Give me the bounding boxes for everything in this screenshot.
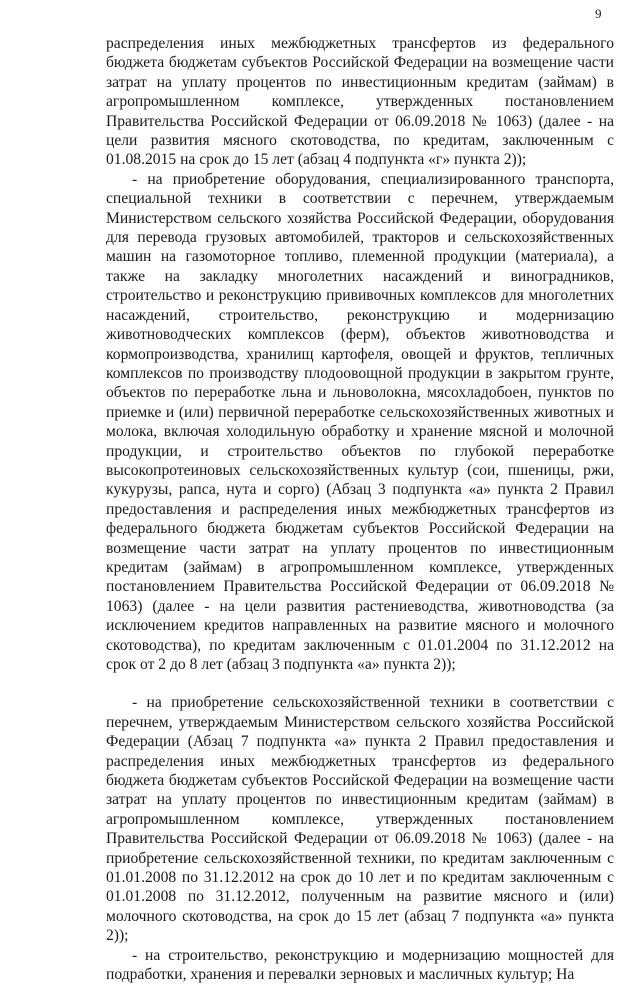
page-number: 9 [595, 6, 602, 21]
paragraph-grain-storage: - на строительство, реконструкцию и модернизацию мощностей для подработки, хранения и перевалки зерновых и масличных культур; На [106, 946, 614, 984]
paragraph-agricultural-machinery: - на приобретение сельскохозяйственной техники в соответствии с перечнем, утверждаемым Министерством сельского хозяйства Российской Федерации (Абзац 7 подпункта «а» пункта 2 Правил предоставления и распределения иных межбюджетных трансфертов из федерального бюджета бюджетам субъектов Российской Федерации на возмещение части затрат на уплату процентов по инвестиционным кредитам (займам) в агропромышленном комплексе, утвержденных постановлением Правительства Российской Федерации от 06.09.2018 № 1063) (далее - на приобретение сельскохозяйственной техники, по кредитам заключенным с 01.01.2008 по 31.12.2012 на срок до 10 лет и по кредитам заключенным с 01.01.2008 по 31.12.2012, полученным на развитие мясного и (или) молочного скотоводства, на срок до 15 лет (абзац 7 подпункта «а» пункта 2)); [106, 694, 614, 945]
paragraph-equipment-purchase: - на приобретение оборудования, специализированного транспорта, специальной техники в соответствии с перечнем, утверждаемым Министерством сельского хозяйства Российской Федерации, оборудования для перевода грузовых автомобилей, тракторов и сельскохозяйственных машин на газомоторное топливо, племенной продукции (материала), а также на закладку многолетних насаждений и виноградников, строительство и реконструкцию прививочных комплексов для многолетних насаждений, строительство, реконструкцию и модернизацию животноводческих комплексов (ферм), объектов животноводства и кормопроизводства, хранилищ картофеля, овощей и фруктов, тепличных комплексов по производству плодоовощной продукции в закрытом грунте, объектов по переработке льна и льноволокна, мясохладобоен, пунктов по приемке и (или) первичной переработке сельскохозяйственных животных и молока, включая холодильную обработку и хранение мясной и молочной продукции, и строительство объектов по глубокой переработке высокопротеиновых сельскохозяйственных культур (сои, пшеницы, ржи, кукурузы, рапса, нута и сорго) (Абзац 3 подпункта «а» пункта 2 Правил предоставления и распределения иных межбюджетных трансфертов из федерального бюджета бюджетам субъектов Российской Федерации на возмещение части затрат на уплату процентов по инвестиционным кредитам (займам) в агропромышленном комплексе, утвержденных постановлением Правительства Российской Федерации от 06.09.2018 № 1063) (далее - на цели развития растениеводства, животноводства (за исключением кредитов направленных на развитие мясного и молочного скотоводства), по кредитам заключенным с 01.01.2004 по 31.12.2012 на срок от 2 до 8 лет (абзац 3 подпункта «а» пункта 2)); [106, 170, 614, 673]
document-body [106, 34, 614, 985]
paragraph-continuation: распределения иных межбюджетных трансфертов из федерального бюджета бюджетам субъектов Российской Федерации на возмещение части затрат на уплату процентов по инвестиционным кредитам (займам) в агропромышленном комплексе, утвержденных постановлением Правительства Российской Федерации от 06.09.2018 № 1063) (далее - на цели развития мясного скотоводства, по кредитам, заключенным с 01.08.2015 на срок до 15 лет (абзац 4 подпункта «г» пункта 2)); [106, 35, 614, 169]
